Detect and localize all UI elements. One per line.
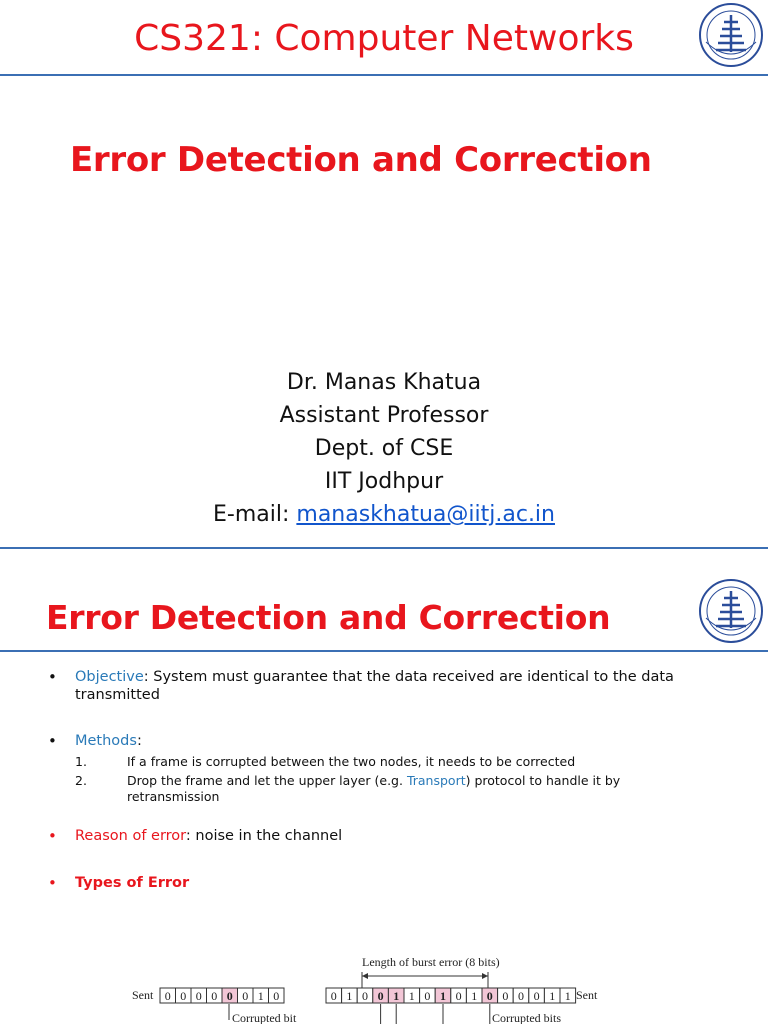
burst-bit: 0 [424,989,431,1003]
method-text-post: ) protocol to handle it by retransmission [127,773,621,804]
slide-divider [0,547,768,549]
burst-bit: 1 [564,989,571,1003]
institute-logo [698,2,764,68]
bullet-dot: • [48,827,57,845]
single-bit: 0 [164,989,171,1003]
single-bit: 0 [226,989,233,1003]
objective-body: : System must guarantee that the data received are identical to the data transmitted [75,669,674,703]
single-bit: 0 [180,989,187,1003]
burst-bit: 1 [471,989,478,1003]
single-sent-label: Sent [132,988,154,1002]
single-bit: 0 [195,989,202,1003]
burst-bit: 1 [440,989,446,1003]
burst-bit: 0 [377,989,384,1003]
email-label: E-mail: [213,502,297,527]
course-title: CS321: Computer Networks [134,18,634,59]
burst-bit: 0 [330,989,337,1003]
reason-label: Reason of error [75,828,186,844]
objective-label: Objective [75,669,144,685]
method-text-pre: Drop the frame and let the upper layer (e.g. [127,773,407,788]
method-text: If a frame is corrupted between the two nodes, it needs to be corrected [127,754,576,769]
author-email-line [0,498,768,531]
objective-text [75,668,755,704]
method-text-highlight: Transport [406,773,466,788]
lecture-title: Error Detection and Correction [70,140,652,180]
burst-arrow-left [362,973,368,979]
bullet-dot: • [48,668,57,686]
institute-logo-2 [698,578,764,644]
method-text [127,773,687,805]
burst-length-label: Length of burst error (8 bits) [362,955,500,969]
methods-text [75,732,755,750]
burst-bit: 1 [408,989,415,1003]
author-name: Dr. Manas Khatua [286,370,482,395]
burst-bit: 0 [502,989,509,1003]
reason-body: : noise in the channel [185,828,343,844]
burst-bit: 0 [518,989,524,1003]
single-bit: 0 [273,989,280,1003]
single-corrupted-label: Corrupted bit [232,1011,297,1024]
burst-bit: 0 [486,989,493,1003]
author-institute: IIT Jodhpur [324,469,444,494]
author-department: Dept. of CSE [314,436,454,461]
error-types-diagram [0,950,768,1024]
author-block [0,366,768,531]
burst-bit: 0 [455,989,462,1003]
author-position: Assistant Professor [279,403,489,428]
header-rule [0,74,768,76]
methods-suffix: : [136,733,142,749]
burst-bit: 0 [362,989,368,1003]
types-label: Types of Error [75,875,190,891]
method-num: 1. [75,754,87,769]
slide2-header-rule [0,650,768,652]
bullet-dot: • [48,874,57,892]
email-link[interactable]: manaskhatua@iitj.ac.in [296,502,555,527]
burst-bit: 1 [549,989,556,1003]
single-bit: 0 [242,989,249,1003]
single-bit: 0 [211,989,218,1003]
burst-corrupted-label: Corrupted bits [492,1011,561,1024]
methods-label: Methods [75,733,137,749]
burst-arrow-right [482,973,488,979]
slide2-title: Error Detection and Correction [46,598,611,637]
single-bit: 1 [257,989,264,1003]
burst-bit: 1 [346,989,353,1003]
burst-bit: 0 [533,989,540,1003]
burst-bit: 1 [393,989,400,1003]
burst-sent-label: Sent [576,988,598,1002]
method-num: 2. [75,773,87,788]
reason-text [75,827,755,845]
bullet-dot: • [48,732,57,750]
